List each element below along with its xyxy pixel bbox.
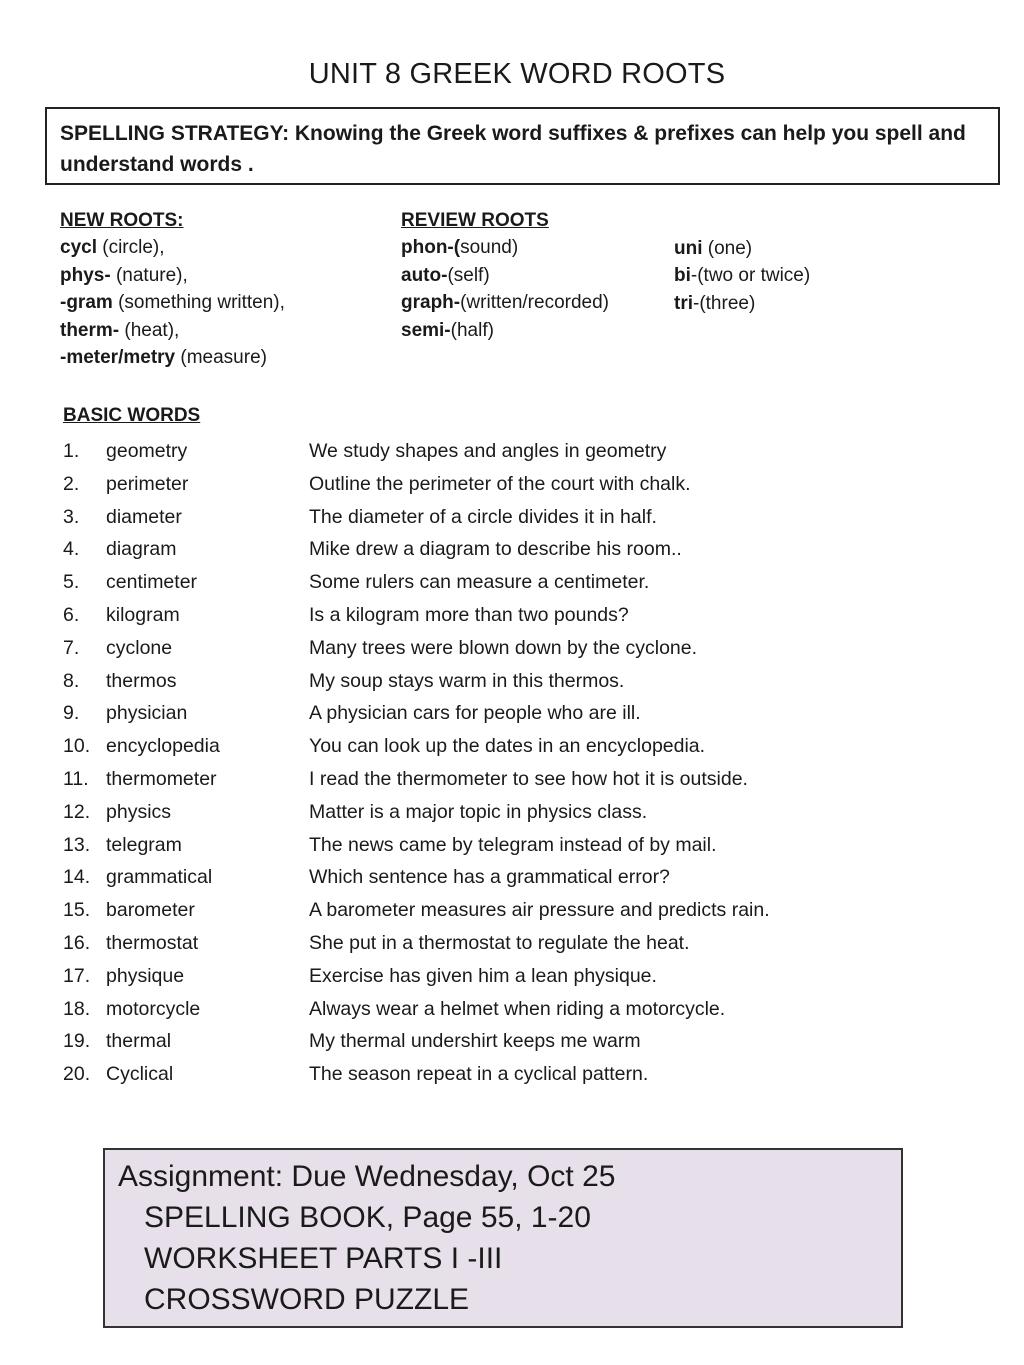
word-number: 4. <box>63 538 80 561</box>
word-row <box>0 666 1024 699</box>
word-number: 2. <box>63 472 80 495</box>
root-term: uni <box>674 238 703 259</box>
assignment-item: WORKSHEET PARTS I -III <box>144 1242 503 1275</box>
word-number: 19. <box>63 1030 91 1053</box>
root-term: tri <box>674 292 693 314</box>
example-sentence: I read the thermometer to see how hot it is outside. <box>309 767 748 790</box>
word-number: 8. <box>63 669 80 692</box>
root-term: therm- <box>60 319 120 341</box>
example-sentence: A barometer measures air pressure and predicts rain. <box>309 899 770 922</box>
word-number: 13. <box>63 833 91 856</box>
root-item <box>60 234 285 261</box>
page-title: UNIT 8 GREEK WORD ROOTS <box>308 58 726 90</box>
assignment-box <box>103 1148 903 1328</box>
spelling-word: thermostat <box>106 931 199 954</box>
example-sentence: Matter is a major topic in physics class. <box>309 800 648 823</box>
word-number: 6. <box>63 603 80 626</box>
assignment-item: SPELLING BOOK, Page 55, 1-20 <box>144 1201 591 1234</box>
example-sentence: Always wear a helmet when riding a motorcycle. <box>309 997 726 1020</box>
spelling-word: physician <box>106 702 188 725</box>
example-sentence: Is a kilogram more than two pounds? <box>309 603 629 626</box>
spelling-word: thermos <box>106 669 177 692</box>
spelling-word: telegram <box>106 833 182 856</box>
word-row <box>0 928 1024 961</box>
root-meaning: (something written), <box>112 292 285 314</box>
word-number: 16. <box>63 931 91 954</box>
word-row <box>0 830 1024 863</box>
example-sentence: Mike drew a diagram to describe his room.. <box>309 538 682 561</box>
spelling-word: grammatical <box>106 866 213 889</box>
example-sentence: The news came by telegram instead of by mail. <box>309 833 717 856</box>
basic-words-heading: BASIC WORDS <box>63 405 201 426</box>
root-meaning: (heat), <box>119 319 180 341</box>
review-roots-extra <box>674 235 810 317</box>
root-meaning: (written/recorded) <box>460 292 609 314</box>
root-item <box>401 317 609 344</box>
root-term: semi- <box>401 319 451 341</box>
root-item <box>60 344 285 371</box>
root-term: cycl <box>60 237 97 259</box>
root-meaning: -(two or twice) <box>690 265 811 287</box>
root-item <box>401 262 609 289</box>
spelling-word: kilogram <box>106 603 180 626</box>
word-row <box>0 895 1024 928</box>
review-roots-section <box>401 207 609 344</box>
review-roots-heading: REVIEW ROOTS <box>401 210 549 231</box>
word-number: 3. <box>63 505 80 528</box>
example-sentence: Many trees were blown down by the cyclone. <box>309 636 698 659</box>
word-number: 12. <box>63 800 91 823</box>
example-sentence: The diameter of a circle divides it in half. <box>309 505 657 528</box>
word-row <box>0 502 1024 535</box>
assignment-item: CROSSWORD PUZZLE <box>144 1283 470 1316</box>
spelling-word: physics <box>106 800 172 823</box>
root-meaning: (nature), <box>110 264 188 286</box>
spelling-word: cyclone <box>106 636 173 659</box>
root-meaning: sound) <box>460 237 519 259</box>
root-item <box>674 290 810 317</box>
word-row <box>0 1026 1024 1059</box>
word-number: 14. <box>63 866 91 889</box>
basic-words-list <box>0 436 1024 1092</box>
spelling-strategy-text: SPELLING STRATEGY: Knowing the Greek word suffixes & prefixes can help you spell and understand words . <box>60 122 966 176</box>
spelling-word: physique <box>106 964 185 987</box>
root-term: phys- <box>60 264 111 286</box>
spelling-word: diagram <box>106 538 177 561</box>
root-item <box>401 289 609 316</box>
root-item <box>60 262 285 289</box>
root-meaning: (half) <box>450 319 494 341</box>
spelling-word: encyclopedia <box>106 735 220 758</box>
spelling-word: motorcycle <box>106 997 201 1020</box>
word-row <box>0 567 1024 600</box>
word-number: 7. <box>63 636 80 659</box>
word-number: 1. <box>63 440 80 462</box>
example-sentence: She put in a thermostat to regulate the heat. <box>309 931 690 954</box>
root-item <box>674 235 810 262</box>
new-roots-heading: NEW ROOTS: <box>60 210 184 231</box>
root-meaning: -(three) <box>693 292 756 314</box>
root-term: bi <box>674 265 691 287</box>
word-row <box>0 797 1024 830</box>
root-term: auto- <box>401 264 448 286</box>
word-row <box>0 961 1024 994</box>
word-number: 17. <box>63 964 91 987</box>
spelling-word: centimeter <box>106 571 198 594</box>
example-sentence: A physician cars for people who are ill. <box>309 702 641 725</box>
spelling-word: thermometer <box>106 767 217 790</box>
word-row <box>0 633 1024 666</box>
root-term: graph- <box>401 292 461 314</box>
root-meaning: (circle), <box>96 237 165 259</box>
assignment-title: Assignment: Due Wednesday, Oct 25 <box>118 1160 616 1193</box>
root-item <box>60 317 285 344</box>
word-number: 15. <box>63 899 91 922</box>
word-row <box>0 994 1024 1027</box>
spelling-word: perimeter <box>106 472 189 495</box>
word-number: 20. <box>63 1063 91 1086</box>
example-sentence: Outline the perimeter of the court with chalk. <box>309 472 691 495</box>
word-number: 5. <box>63 571 80 594</box>
root-meaning: (self) <box>447 264 490 286</box>
example-sentence: Exercise has given him a lean physique. <box>309 964 657 987</box>
root-item <box>401 234 609 261</box>
word-number: 10. <box>63 735 91 758</box>
word-row <box>0 534 1024 567</box>
root-term: -gram <box>60 292 113 314</box>
word-row <box>0 469 1024 502</box>
root-meaning: (one) <box>702 238 753 259</box>
word-row <box>0 731 1024 764</box>
spelling-word: thermal <box>106 1030 172 1053</box>
word-number: 9. <box>63 702 80 725</box>
root-meaning: (measure) <box>175 347 267 369</box>
example-sentence: You can look up the dates in an encyclopedia. <box>309 735 706 758</box>
root-item <box>60 289 285 316</box>
example-sentence: Some rulers can measure a centimeter. <box>309 571 650 594</box>
spelling-strategy-box <box>45 107 1000 185</box>
word-row <box>0 698 1024 731</box>
spelling-word: barometer <box>106 899 195 922</box>
spelling-word: Cyclical <box>106 1063 174 1086</box>
spelling-word: geometry <box>106 440 188 462</box>
word-row <box>0 862 1024 895</box>
new-roots-section <box>60 207 285 371</box>
example-sentence: My thermal undershirt keeps me warm <box>309 1030 641 1053</box>
example-sentence: We study shapes and angles in geometry <box>309 440 667 462</box>
example-sentence: My soup stays warm in this thermos. <box>309 669 625 692</box>
root-term: -meter/metry <box>60 347 176 369</box>
word-number: 18. <box>63 997 91 1020</box>
example-sentence: Which sentence has a grammatical error? <box>309 866 670 889</box>
word-number: 11. <box>63 767 89 790</box>
spelling-word: diameter <box>106 505 182 528</box>
example-sentence: The season repeat in a cyclical pattern. <box>309 1063 649 1086</box>
root-term: phon-( <box>401 237 461 259</box>
word-row <box>0 1059 1024 1092</box>
word-row <box>0 764 1024 797</box>
root-item <box>674 262 810 289</box>
word-row <box>0 436 1024 469</box>
word-row <box>0 600 1024 633</box>
